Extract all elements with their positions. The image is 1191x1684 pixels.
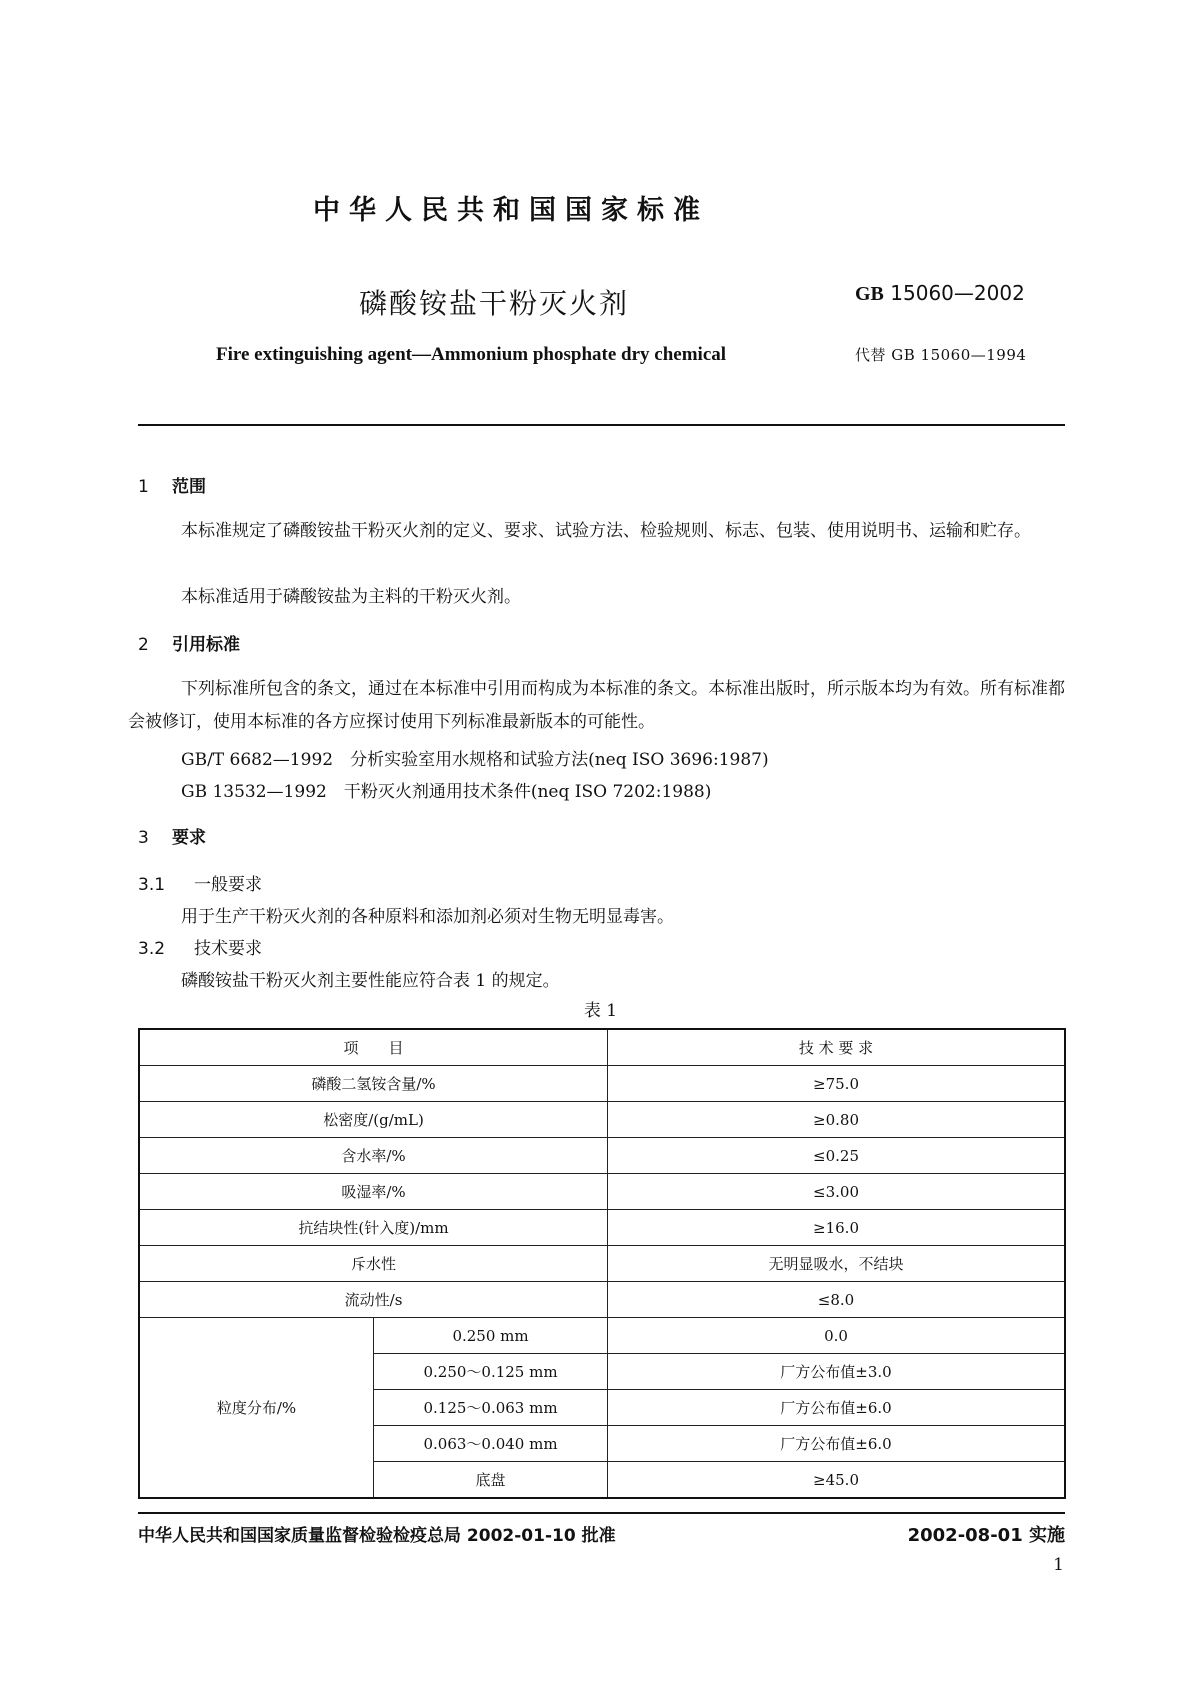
subsection-title: 一般要求 [194, 875, 262, 895]
table-cell-item: 磷酸二氢铵含量/% [139, 1066, 608, 1102]
implementation-date: 2002-08-01 实施 [907, 1525, 1065, 1546]
document-title-en: Fire extinguishing agent—Ammonium phosphate dry chemical [216, 344, 727, 365]
subsection-heading-general [138, 870, 262, 895]
table-cell-sieve: 底盘 [374, 1462, 608, 1499]
table-row [139, 1066, 1065, 1102]
section-title: 引用标准 [172, 635, 240, 655]
table-cell-particle-label: 粒度分布/% [139, 1318, 374, 1499]
technical-requirement-text: 磷酸铵盐干粉灭火剂主要性能应符合表 1 的规定。 [181, 971, 560, 991]
table-row [139, 1210, 1065, 1246]
table-cell-sieve: 0.250～0.125 mm [374, 1354, 608, 1390]
table-cell-item: 流动性/s [139, 1282, 608, 1318]
table-row [139, 1138, 1065, 1174]
section-number: 3 [138, 828, 149, 848]
scope-paragraph-1: 本标准规定了磷酸铵盐干粉灭火剂的定义、要求、试验方法、检验规则、标志、包装、使用说明书、运输和贮存。 [181, 521, 1031, 541]
table-header-requirement: 技 术 要 求 [608, 1029, 1065, 1066]
standard-prefix: GB [855, 283, 884, 305]
subsection-number: 3.1 [138, 875, 166, 895]
subsection-number: 3.2 [138, 939, 166, 959]
subsection-title: 技术要求 [194, 939, 262, 959]
standard-number-value: 15060—2002 [890, 281, 1025, 305]
table-cell-item: 松密度/(g/mL) [139, 1102, 608, 1138]
table-cell-value: 厂方公布值±3.0 [608, 1354, 1065, 1390]
replaces-standard: 代替 GB 15060—1994 [855, 346, 1027, 364]
subsection-heading-technical [138, 934, 262, 959]
scope-paragraph-2: 本标准适用于磷酸铵盐为主料的干粉灭火剂。 [181, 587, 521, 607]
table-cell-item: 含水率/% [139, 1138, 608, 1174]
table-cell-value: ≥16.0 [608, 1210, 1065, 1246]
table-cell-value: 厂方公布值±6.0 [608, 1426, 1065, 1462]
table-cell-value: 0.0 [608, 1318, 1065, 1354]
section-heading-references [138, 630, 240, 655]
general-requirement-text: 用于生产干粉灭火剂的各种原料和添加剂必须对生物无明显毒害。 [181, 907, 674, 927]
table-cell-item: 吸湿率/% [139, 1174, 608, 1210]
table-row [139, 1174, 1065, 1210]
approval-statement: 中华人民共和国国家质量监督检验检疫总局 2002-01-10 批准 [138, 1526, 616, 1546]
table-row [139, 1246, 1065, 1282]
table-row [139, 1282, 1065, 1318]
table-row [139, 1318, 1065, 1354]
table-cell-sieve: 0.125～0.063 mm [374, 1390, 608, 1426]
references-paragraph: 下列标准所包含的条文，通过在本标准中引用而构成为本标准的条文。本标准出版时，所示版本均为有效。所有标准都会被修订，使用本标准的各方应探讨使用下列标准最新版本的可能性。 [128, 679, 1065, 732]
document-title-cn: 磷酸铵盐干粉灭火剂 [359, 287, 630, 320]
table-cell-value: 厂方公布值±6.0 [608, 1390, 1065, 1426]
footer-divider [138, 1512, 1065, 1514]
table-cell-value: ≥45.0 [608, 1462, 1065, 1499]
table-cell-value: 无明显吸水，不结块 [608, 1246, 1065, 1282]
national-standard-heading: 中华人民共和国国家标准 [313, 195, 709, 226]
table-cell-sieve: 0.063～0.040 mm [374, 1426, 608, 1462]
table-cell-value: ≤0.25 [608, 1138, 1065, 1174]
section-title: 要求 [172, 828, 206, 848]
standard-number [855, 281, 1025, 306]
table-row [139, 1102, 1065, 1138]
table-cell-value: ≤3.00 [608, 1174, 1065, 1210]
table-caption: 表 1 [583, 1001, 618, 1021]
header-divider [138, 424, 1065, 426]
table-header-item: 项 目 [139, 1029, 608, 1066]
specification-table [138, 1028, 1066, 1499]
section-number: 1 [138, 477, 149, 497]
table-cell-item: 抗结块性(针入度)/mm [139, 1210, 608, 1246]
page-number: 1 [1053, 1555, 1064, 1575]
section-heading-scope [138, 472, 206, 497]
reference-item: GB/T 6682—1992 分析实验室用水规格和试验方法(neq ISO 3696:1987) [181, 750, 769, 770]
table-cell-sieve: 0.250 mm [374, 1318, 608, 1354]
section-number: 2 [138, 635, 149, 655]
table-cell-value: ≥0.80 [608, 1102, 1065, 1138]
table-cell-value: ≤8.0 [608, 1282, 1065, 1318]
table-cell-item: 斥水性 [139, 1246, 608, 1282]
reference-item: GB 13532—1992 干粉灭火剂通用技术条件(neq ISO 7202:1988) [181, 782, 712, 802]
table-cell-value: ≥75.0 [608, 1066, 1065, 1102]
table-header-row [139, 1029, 1065, 1066]
section-heading-requirements [138, 823, 206, 848]
section-title: 范围 [172, 477, 206, 497]
